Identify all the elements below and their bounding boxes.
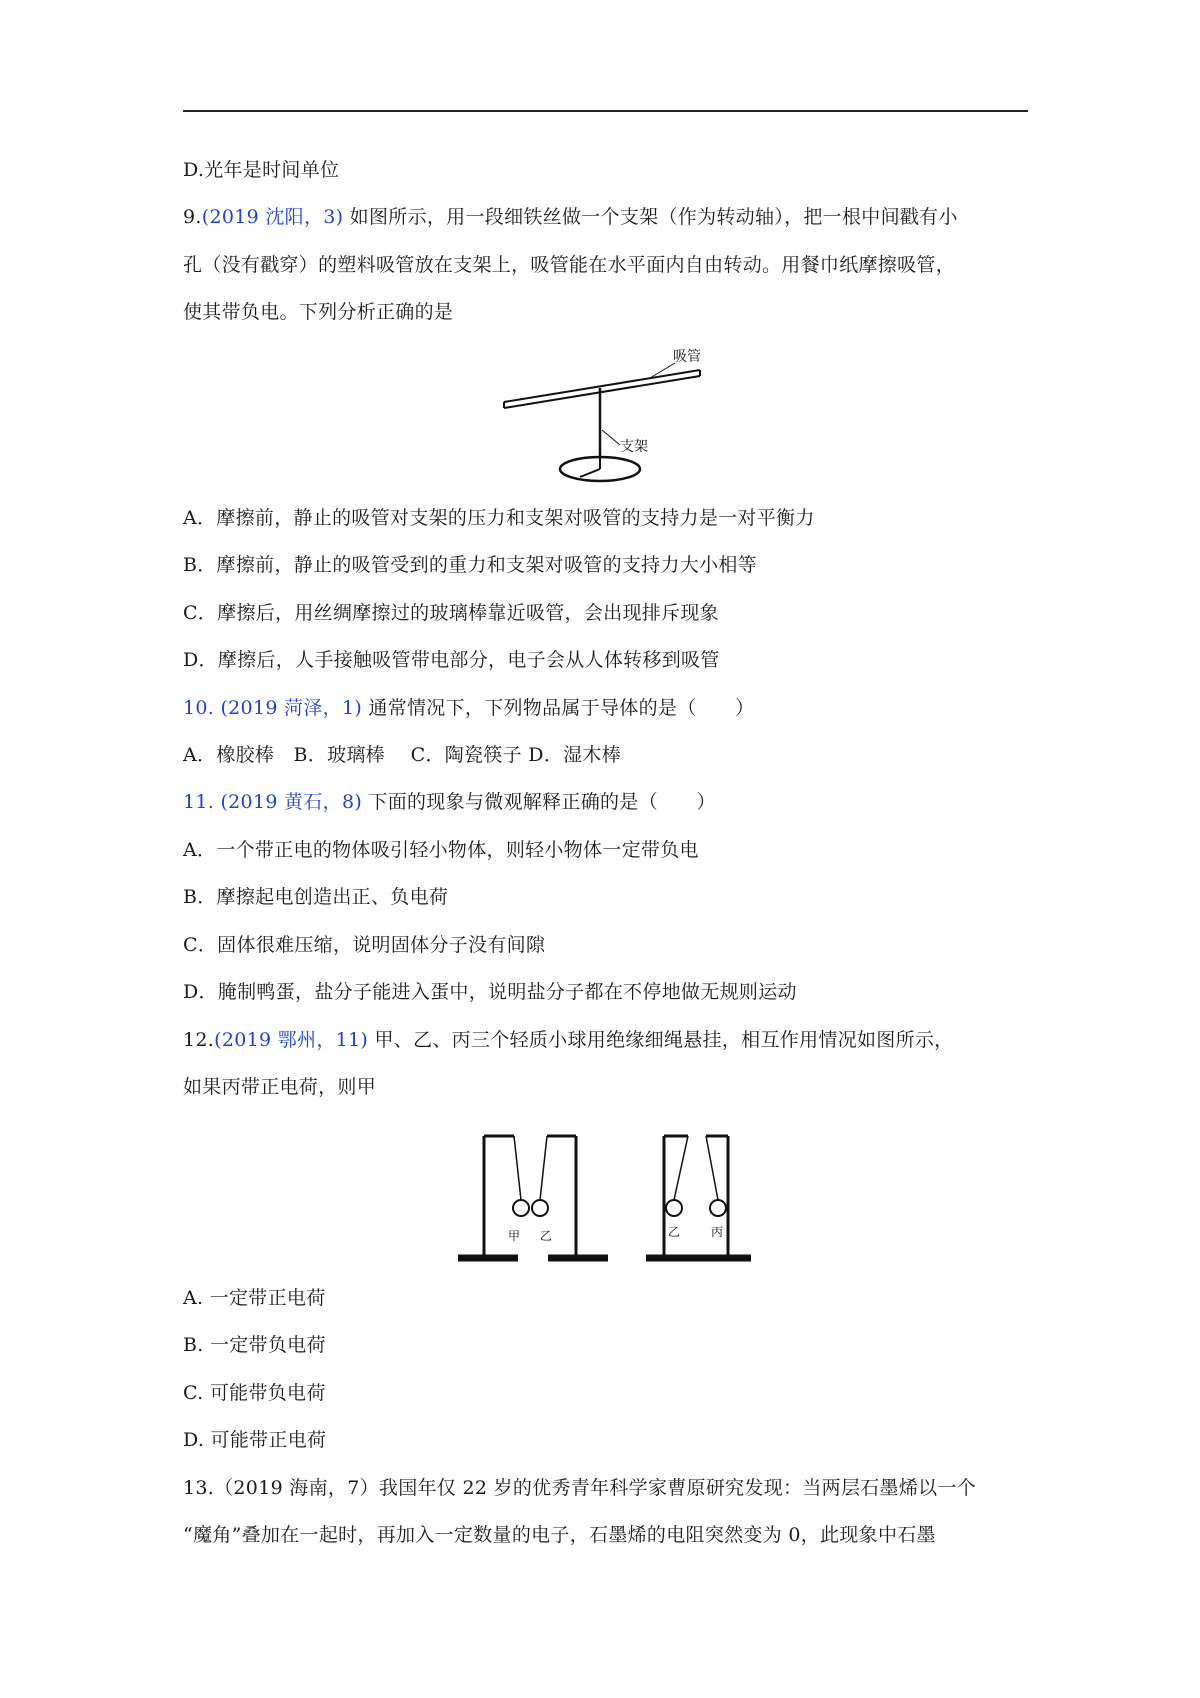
text-line: D.光年是时间单位	[183, 159, 340, 181]
straw-stand-figure	[500, 345, 720, 495]
option-12c: C. 可能带负电荷	[183, 1382, 326, 1404]
ball-label-b: 乙	[540, 1229, 553, 1243]
straw-label: 吸管	[673, 349, 701, 365]
question-number: 9.	[183, 206, 202, 228]
question-9-line-1	[183, 204, 1033, 230]
option-11a: A．一个带正电的物体吸引轻小物体，则轻小物体一定带负电	[183, 839, 699, 861]
option-11d: D．腌制鸭蛋，盐分子能进入蛋中，说明盐分子都在不停地做无规则运动	[183, 981, 797, 1003]
option-12a: A. 一定带正电荷	[183, 1287, 326, 1309]
options-10: A．橡胶棒 B．玻璃棒 C．陶瓷筷子 D．湿木棒	[183, 744, 622, 766]
question-9-line-3: 使其带负电。下列分析正确的是	[183, 301, 454, 323]
ball-label-c: 乙	[668, 1225, 681, 1239]
question-source: 11. (2019 黄石，8)	[183, 791, 363, 813]
option-11b: B．摩擦起电创造出正、负电荷	[183, 886, 449, 908]
option-11c: C．固体很难压缩，说明固体分子没有间隙	[183, 934, 546, 956]
question-text: 如图所示，用一段细铁丝做一个支架（作为转动轴），把一根中间戳有小	[343, 206, 958, 228]
ball-label-d: 丙	[711, 1225, 724, 1239]
question-11	[183, 789, 1033, 815]
question-source: (2019 鄂州，11)	[214, 1029, 369, 1051]
charged-balls-figure	[456, 1128, 756, 1268]
question-text: 下面的现象与微观解释正确的是（ ）	[362, 791, 716, 813]
option-9c: C．摩擦后，用丝绸摩擦过的玻璃棒靠近吸管，会出现排斥现象	[183, 602, 719, 624]
question-text: 通常情况下，下列物品属于导体的是（ ）	[362, 697, 755, 719]
stand-label: 支架	[620, 439, 648, 455]
ball-label-a: 甲	[508, 1229, 521, 1243]
question-13-line-2: “魔角”叠加在一起时，再加入一定数量的电子，石墨烯的电阻突然变为 0，此现象中石墨	[183, 1524, 936, 1546]
option-9a: A．摩擦前，静止的吸管对支架的压力和支架对吸管的支持力是一对平衡力	[183, 507, 815, 529]
header-rule	[183, 110, 1028, 112]
question-10	[183, 695, 1033, 721]
question-12-line-2: 如果丙带正电荷，则甲	[183, 1076, 377, 1098]
question-13-line-1: 13.（2019 海南，7）我国年仅 22 岁的优秀青年科学家曹原研究发现：当两层石墨烯以一个	[183, 1477, 977, 1499]
question-12-line-1	[183, 1027, 1033, 1053]
option-9b: B．摩擦前，静止的吸管受到的重力和支架对吸管的支持力大小相等	[183, 554, 757, 576]
option-9d: D．摩擦后，人手接触吸管带电部分，电子会从人体转移到吸管	[183, 649, 720, 671]
option-12b: B. 一定带负电荷	[183, 1334, 326, 1356]
question-source: (2019 沈阳，3)	[201, 206, 344, 228]
question-source: 10. (2019 菏泽，1)	[183, 697, 363, 719]
question-9-line-2: 孔（没有戳穿）的塑料吸管放在支架上，吸管能在水平面内自由转动。用餐巾纸摩擦吸管，	[183, 254, 956, 276]
option-12d: D. 可能带正电荷	[183, 1429, 327, 1451]
question-number: 12.	[183, 1029, 215, 1051]
question-text: 甲、乙、丙三个轻质小球用绝缘细绳悬挂，相互作用情况如图所示，	[368, 1029, 954, 1051]
